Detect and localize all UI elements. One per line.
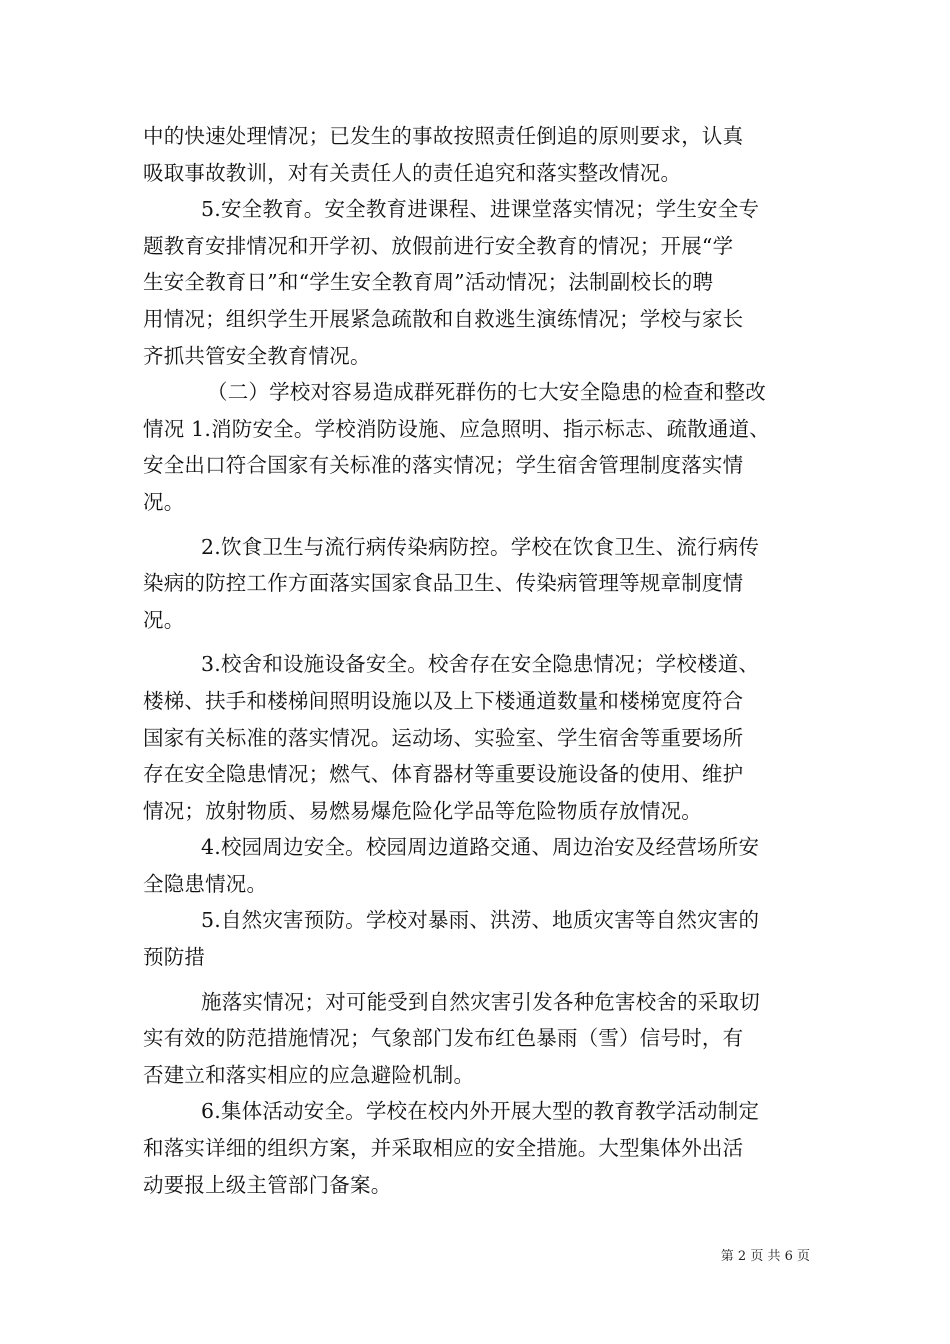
text-line: 否建立和落实相应的应急避险机制。	[143, 1062, 475, 1087]
document-body	[143, 118, 813, 1203]
text-line: 全隐患情况。	[143, 871, 268, 896]
text-line: 4.校园周边安全。校园周边道路交通、周边治安及经营场所安	[201, 835, 760, 860]
text-line: 用情况；组织学生开展紧急疏散和自救逃生演练情况；学校与家长	[143, 306, 744, 331]
text-line: 题教育安排情况和开学初、放假前进行安全教育的情况；开展“学	[143, 233, 734, 258]
text-line: 安全出口符合国家有关标准的落实情况；学生宿舍管理制度落实情	[143, 453, 744, 478]
text-line: 施落实情况；对可能受到自然灾害引发各种危害校舍的采取切	[201, 989, 760, 1014]
text-line: 存在安全隐患情况；燃气、体育器材等重要设施设备的使用、维护	[143, 762, 744, 787]
text-line: 况。	[143, 489, 185, 514]
text-line: 情况；放射物质、易燃易爆危险化学品等危险物质存放情况。	[143, 798, 702, 823]
text-line: 吸取事故教训，对有关责任人的责任追究和落实整改情况。	[143, 160, 682, 185]
text-line: 3.校舍和设施设备安全。校舍存在安全隐患情况；学校楼道、	[201, 652, 760, 677]
text-line: 楼梯、扶手和楼梯间照明设施以及上下楼通道数量和楼梯宽度符合	[143, 688, 744, 713]
text-line: 实有效的防范措施情况；气象部门发布红色暴雨（雪）信号时，有	[143, 1026, 744, 1051]
text-line: 和落实详细的组织方案，并采取相应的安全措施。大型集体外出活	[143, 1136, 744, 1161]
text-line: 5.自然灾害预防。学校对暴雨、洪涝、地质灾害等自然灾害的	[201, 908, 760, 933]
text-line: 2.饮食卫生与流行病传染病防控。学校在饮食卫生、流行病传	[201, 534, 760, 559]
text-line: 染病的防控工作方面落实国家食品卫生、传染病管理等规章制度情	[143, 571, 744, 596]
text-line: 预防措	[143, 945, 206, 970]
text-line: 动要报上级主管部门备案。	[143, 1172, 392, 1197]
text-line: 中的快速处理情况；已发生的事故按照责任倒追的原则要求，认真	[143, 124, 744, 148]
text-line: 生安全教育日”和“学生安全教育周”活动情况；法制副校长的聘	[143, 270, 714, 295]
text-line: 国家有关标准的落实情况。运动场、实验室、学生宿舍等重要场所	[143, 725, 744, 750]
page-number: 第 2 页 共 6 页	[720, 1249, 810, 1264]
text-line: 5.安全教育。安全教育进课程、进课堂落实情况；学生安全专	[201, 197, 760, 222]
text-line: 情况 1.消防安全。学校消防设施、应急照明、指示标志、疏散通道、	[143, 416, 770, 441]
text-line: 齐抓共管安全教育情况。	[143, 343, 371, 368]
text-line: 6.集体活动安全。学校在校内外开展大型的教育教学活动制定	[201, 1099, 760, 1124]
text-line: （二）学校对容易造成群死群伤的七大安全隐患的检查和整改	[207, 380, 766, 405]
text-line: 况。	[143, 607, 185, 632]
